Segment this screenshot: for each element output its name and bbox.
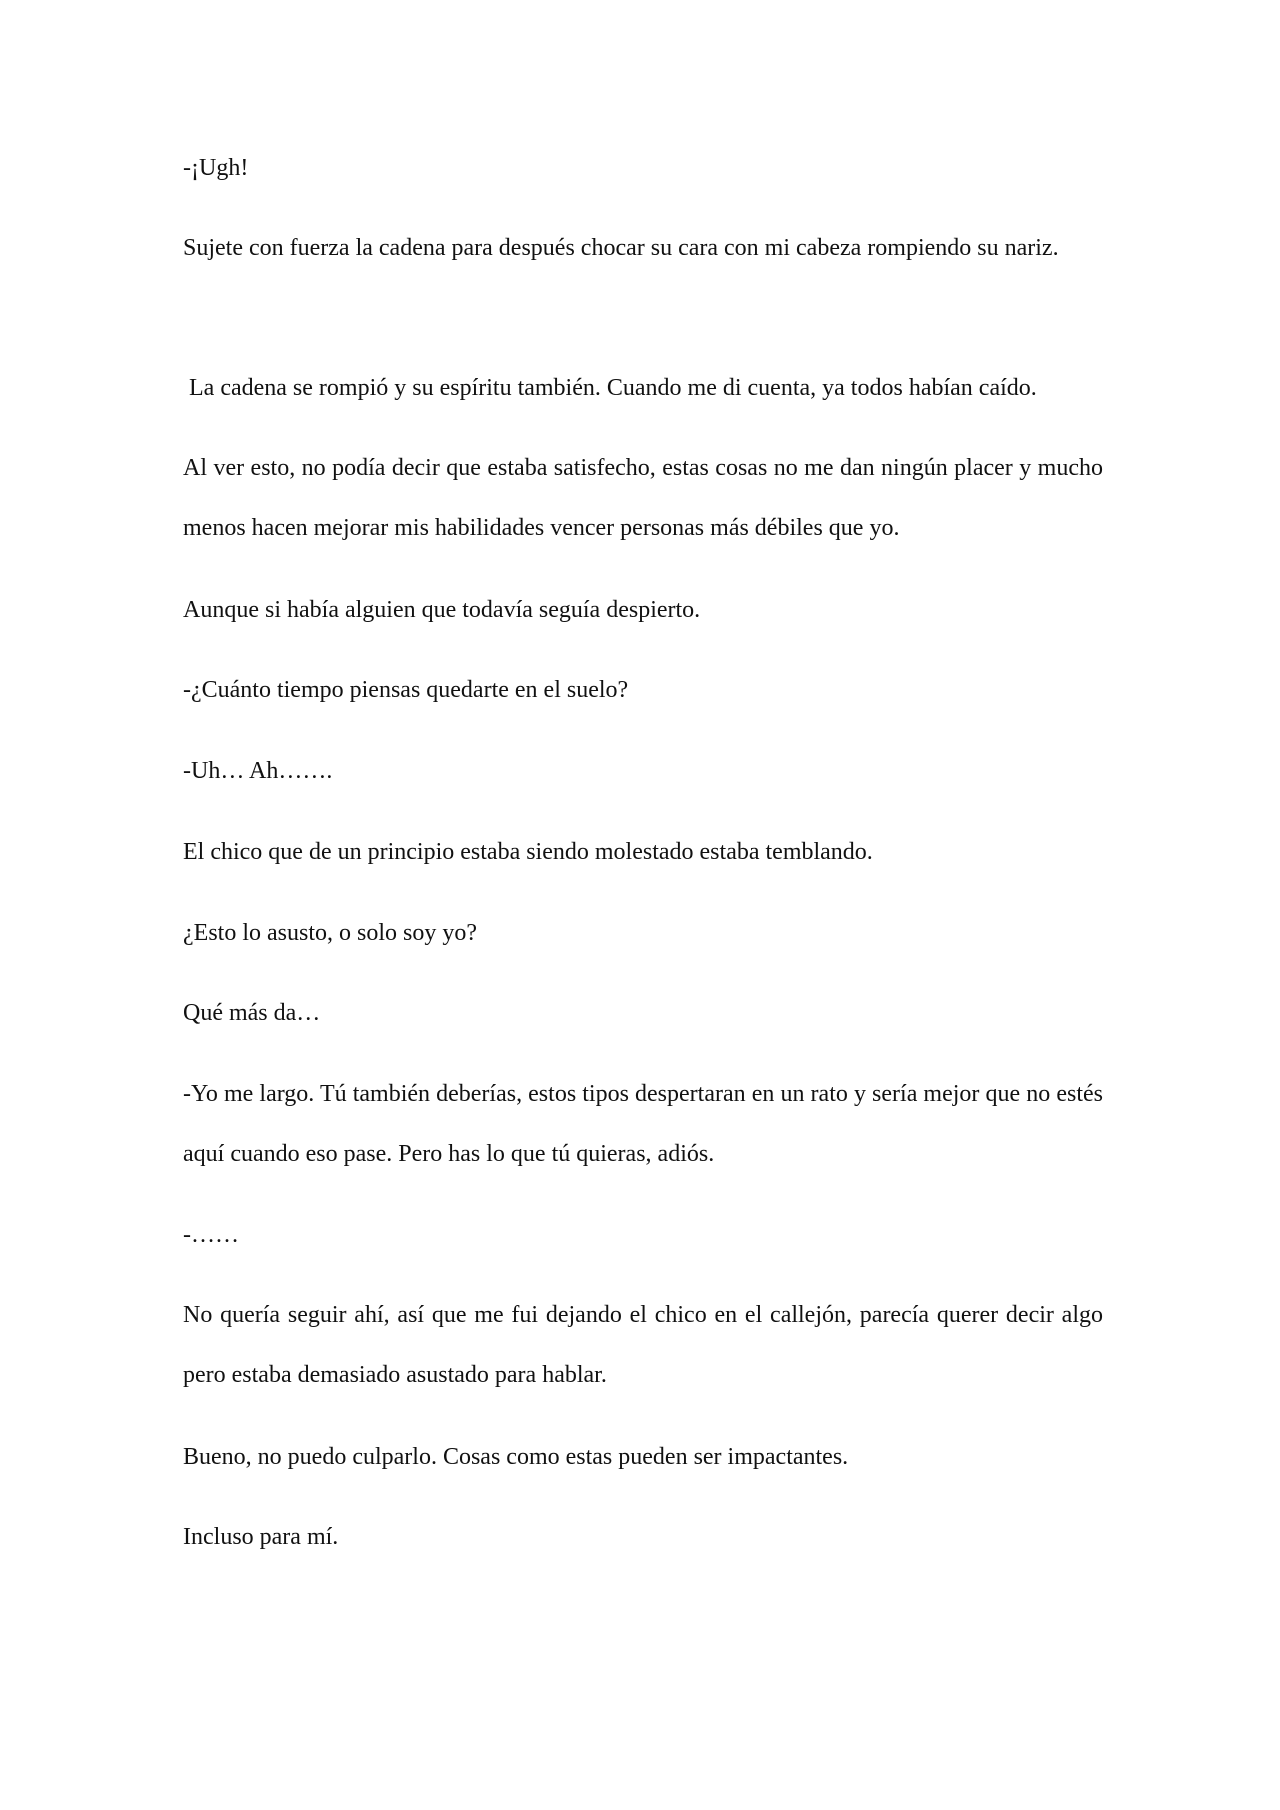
paragraph-3: La cadena se rompió y su espíritu también. Cuando me di cuenta, ya todos habían caído. (183, 375, 1037, 401)
paragraph-1: -¡Ugh! (183, 155, 249, 181)
paragraph-6: -¿Cuánto tiempo piensas quedarte en el suelo? (183, 677, 629, 703)
paragraph-15: Incluso para mí. (183, 1524, 339, 1550)
paragraph-12: -…… (183, 1222, 239, 1248)
paragraph-8: El chico que de un principio estaba siendo molestado estaba temblando. (183, 839, 873, 865)
paragraph-7: -Uh… Ah……. (183, 758, 333, 784)
paragraph-13: No quería seguir ahí, así que me fui dejando el chico en el callejón, parecía querer decir algo pero estaba demasiado asustado para hablar. (183, 1302, 1109, 1388)
paragraph-11: -Yo me largo. Tú también deberías, estos tipos despertaran en un rato y sería mejor que no estés aquí cuando eso pase. Pero has lo que tú quieras, adiós. (183, 1081, 1109, 1167)
paragraph-9: ¿Esto lo asusto, o solo soy yo? (183, 920, 477, 946)
paragraph-14: Bueno, no puedo culparlo. Cosas como estas pueden ser impactantes. (183, 1444, 849, 1470)
paragraph-4: Al ver esto, no podía decir que estaba satisfecho, estas cosas no me dan ningún placer y mucho menos hacen mejorar mis habilidades vencer personas más débiles que yo. (183, 455, 1109, 541)
paragraph-10: Qué más da… (183, 1000, 321, 1026)
paragraph-5: Aunque si había alguien que todavía seguía despierto. (183, 597, 701, 623)
paragraph-2: Sujete con fuerza la cadena para después chocar su cara con mi cabeza rompiendo su nariz. (183, 235, 1059, 261)
